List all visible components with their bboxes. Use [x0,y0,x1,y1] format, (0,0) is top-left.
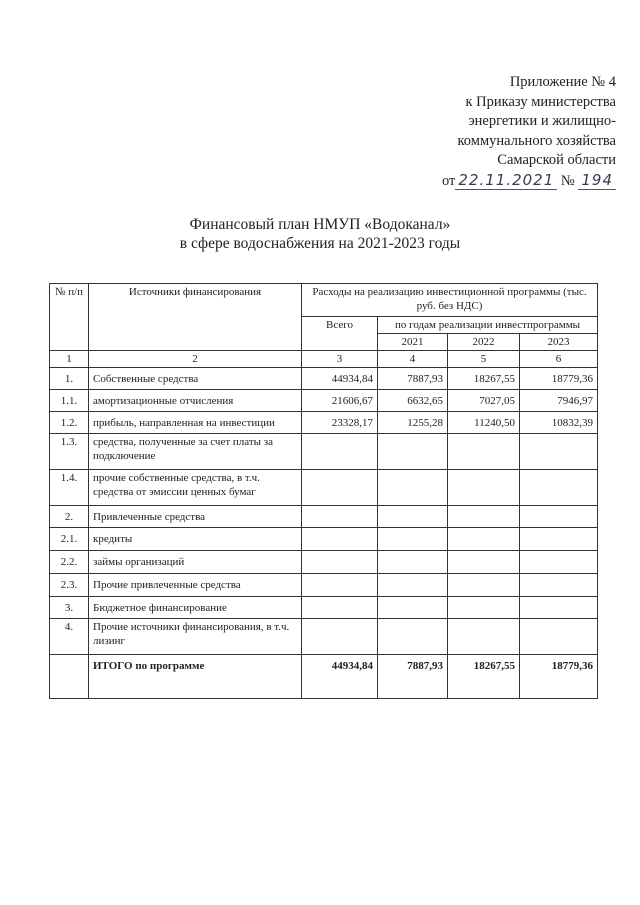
row-2021: 6632,65 [378,390,448,412]
row-2023 [520,619,598,655]
header-number: № п/п [50,284,89,351]
title-line-2: в сфере водоснабжения на 2021-2023 годы [179,235,461,252]
row-source: Собственные средства [89,368,302,390]
table-row [50,412,598,434]
number-label: № [560,172,575,189]
row-source: Бюджетное финансирование [89,597,302,619]
row-2021 [378,597,448,619]
index-cell: 5 [448,351,520,368]
index-cell: 3 [302,351,378,368]
index-cell: 2 [89,351,302,368]
row-number: 1. [50,368,89,390]
row-2023 [520,551,598,574]
row-total: 23328,17 [302,412,378,434]
row-2023: 7946,97 [520,390,598,412]
document-title [0,215,640,253]
row-source: прочие собственные средства, в т.ч. средства от эмиссии ценных бумаг [89,470,302,506]
order-date-number [442,171,616,192]
header-source: Источники финансирования [89,284,302,351]
row-2021 [378,528,448,551]
row-total [302,619,378,655]
total-row-2023: 18779,36 [520,655,598,699]
row-2023 [520,470,598,506]
header-year-2021: 2021 [378,334,448,351]
table-row [50,390,598,412]
row-2022 [448,619,520,655]
row-2021 [378,574,448,597]
from-label: от [441,172,456,189]
row-total [302,434,378,470]
row-2022 [448,597,520,619]
row-source: кредиты [89,528,302,551]
ministry-line-1: энергетики и жилищно- [468,113,616,129]
row-2022: 11240,50 [448,412,520,434]
total-row [50,655,598,699]
row-source: прибыль, направленная на инвестиции [89,412,302,434]
row-number: 2.3. [50,574,89,597]
row-number: 4. [50,619,89,655]
total-row-total: 44934,84 [302,655,378,699]
row-2023: 10832,39 [520,412,598,434]
row-total [302,597,378,619]
index-cell: 4 [378,351,448,368]
total-row-label: ИТОГО по программе [89,655,302,699]
table-row [50,368,598,390]
column-index-row [50,351,598,368]
total-row-2022: 18267,55 [448,655,520,699]
order-date: 22.11.2021 [455,171,557,190]
row-2022: 18267,55 [448,368,520,390]
row-2023 [520,506,598,528]
row-number: 2. [50,506,89,528]
table-row [50,470,598,506]
row-total [302,528,378,551]
total-row-number [50,655,89,699]
row-2023 [520,574,598,597]
row-total: 44934,84 [302,368,378,390]
row-number: 1.1. [50,390,89,412]
total-row-2021: 7887,93 [378,655,448,699]
row-source: средства, полученные за счет платы за подключение [89,434,302,470]
appendix-header [442,73,616,191]
table-row [50,528,598,551]
row-2023 [520,597,598,619]
row-number: 2.1. [50,528,89,551]
ministry-line-2: коммунального хозяйства [457,132,616,149]
table-row [50,551,598,574]
header-by-years: по годам реализации инвестпрограммы [378,317,598,334]
row-total [302,470,378,506]
header-total: Всего [302,317,378,351]
row-2023 [520,434,598,470]
title-line-1: Финансовый план НМУП «Водоканал» [189,216,451,233]
row-number: 2.2. [50,551,89,574]
row-2022 [448,506,520,528]
row-2022: 7027,05 [448,390,520,412]
order-number: 194 [578,171,616,190]
row-2021: 1255,28 [378,412,448,434]
row-number: 1.2. [50,412,89,434]
row-number: 3. [50,597,89,619]
index-cell: 6 [520,351,598,368]
row-number: 1.3. [50,434,89,470]
row-number: 1.4. [50,470,89,506]
financial-plan-table [49,283,598,699]
header-year-2022: 2022 [448,334,520,351]
row-2021 [378,619,448,655]
row-total [302,574,378,597]
row-2022 [448,528,520,551]
row-2021: 7887,93 [378,368,448,390]
appendix-number: Приложение № 4 [509,74,616,90]
row-total [302,551,378,574]
row-2023: 18779,36 [520,368,598,390]
table-row [50,597,598,619]
row-2023 [520,528,598,551]
row-total: 21606,67 [302,390,378,412]
row-2021 [378,470,448,506]
table-row [50,574,598,597]
table-row [50,506,598,528]
row-2022 [448,551,520,574]
table-row [50,434,598,470]
region-line: Самарской области [497,152,616,168]
header-year-2023: 2023 [520,334,598,351]
row-source: Прочие источники финансирования, в т.ч. лизинг [89,619,302,655]
row-source: амортизационные отчисления [89,390,302,412]
row-source: Привлеченные средства [89,506,302,528]
row-2022 [448,574,520,597]
row-2021 [378,506,448,528]
table-row [50,619,598,655]
row-2021 [378,551,448,574]
row-source: займы организаций [89,551,302,574]
row-2022 [448,434,520,470]
order-reference: к Приказу министерства [465,93,616,110]
row-2022 [448,470,520,506]
row-2021 [378,434,448,470]
header-expenses: Расходы на реализацию инвестиционной программы (тыс. руб. без НДС) [302,284,598,317]
row-source: Прочие привлеченные средства [89,574,302,597]
index-cell: 1 [50,351,89,368]
row-total [302,506,378,528]
